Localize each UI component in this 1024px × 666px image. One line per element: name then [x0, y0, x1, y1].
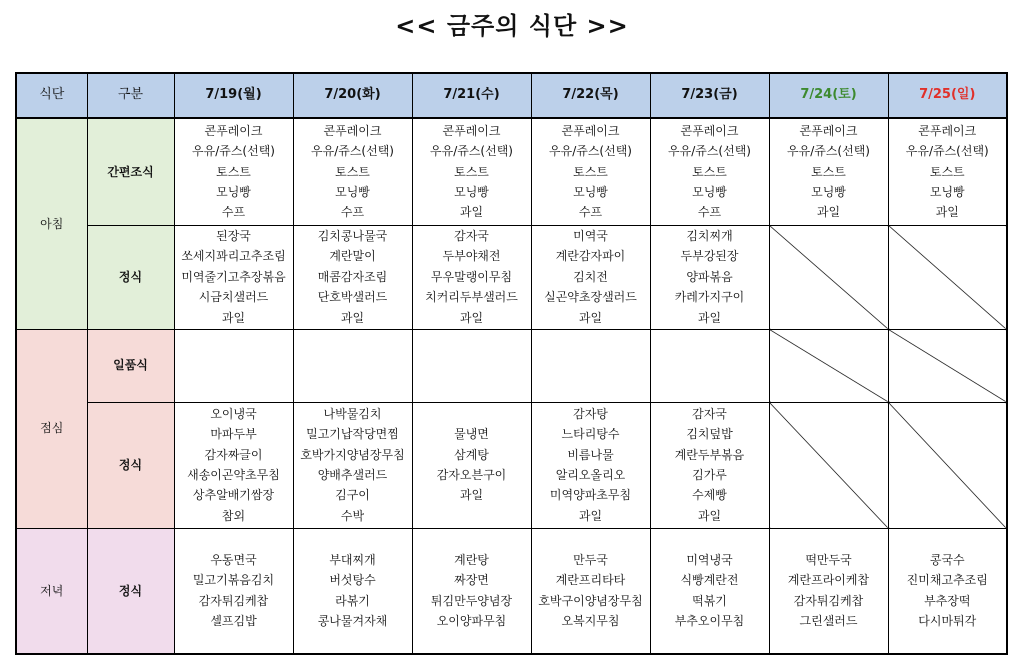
menu-item: 그린샐러드: [799, 614, 858, 629]
category-label: 일품식: [87, 329, 174, 402]
meal-dinner: 저녁: [16, 528, 87, 654]
header-day-tue: 7/20(화): [293, 73, 412, 118]
menu-item: 콘푸레이크: [918, 123, 977, 138]
menu-item: 상추알배기쌈장: [192, 488, 275, 503]
menu-item: 호박구이양념장무침: [538, 593, 643, 608]
menu-item: 수프: [697, 205, 722, 220]
menu-item: 매콤감자조림: [317, 269, 388, 284]
header-day-sat: 7/24(토): [769, 73, 888, 118]
menu-item: 계란말이: [329, 249, 376, 264]
menu-item: 두부강된장: [680, 249, 739, 264]
menu-item: 나박물김치: [323, 406, 382, 421]
menu-cell: [412, 225, 531, 329]
menu-item: 콘푸레이크: [799, 123, 858, 138]
menu-cell: [293, 528, 412, 654]
menu-item: 단호박샐러드: [317, 290, 388, 305]
menu-item: 과일: [340, 310, 365, 325]
menu-cell: [650, 402, 769, 528]
menu-item: 토스트: [811, 164, 846, 179]
meal-lunch: 점심: [16, 329, 87, 528]
menu-item: 우유/쥬스(선택): [311, 144, 394, 159]
menu-item: 알리오올리오: [555, 468, 626, 482]
menu-cell: [650, 118, 769, 225]
menu-cell: [769, 118, 888, 225]
menu-item: 김가루: [692, 468, 727, 482]
menu-item: 진미채고추조림: [906, 573, 988, 588]
menu-item: 미역양파초무침: [549, 488, 632, 503]
menu-item: 시금치샐러드: [198, 290, 269, 305]
menu-item: 과일: [578, 310, 603, 325]
menu-item: 콩나물겨자채: [317, 614, 388, 629]
category-label: 정식: [87, 402, 174, 528]
menu-item: 과일: [816, 205, 841, 220]
menu-item: 버섯탕수: [329, 573, 376, 588]
menu-item: 부대찌개: [329, 552, 376, 567]
menu-item: 비름나물: [567, 447, 614, 462]
menu-item: 수박: [340, 508, 365, 523]
menu-item: 김치콩나물국: [317, 228, 388, 243]
menu-item: 우유/쥬스(선택): [787, 144, 870, 159]
menu-item: 모닝빵: [929, 184, 965, 199]
breakfast-simple-row: [16, 118, 1007, 225]
menu-item: 두부야채전: [442, 249, 501, 264]
menu-item: 김치전: [573, 269, 608, 284]
menu-item: 콘푸레이크: [204, 123, 263, 138]
menu-item: 감자튀김케찹: [198, 593, 269, 608]
menu-item: 참외: [221, 508, 246, 523]
menu-item: 과일: [459, 310, 484, 325]
menu-item: 셀프김밥: [210, 614, 257, 629]
menu-item: 우동면국: [210, 552, 257, 567]
menu-cell: [174, 402, 293, 528]
meal-breakfast: 아침: [16, 118, 87, 329]
menu-cell: [412, 329, 531, 402]
menu-cell: [174, 528, 293, 654]
menu-cell: [174, 225, 293, 329]
menu-item: 감자탕: [573, 406, 608, 421]
menu-item: 계란탕: [454, 552, 489, 567]
menu-item: 과일: [459, 488, 484, 503]
menu-cell: [888, 329, 1007, 402]
lunch-full-row: [16, 402, 1007, 528]
menu-item: 무우말랭이무침: [430, 269, 513, 284]
menu-item: 카레가지구이: [674, 290, 745, 305]
menu-item: 콘푸레이크: [442, 123, 501, 138]
menu-item: 콘푸레이크: [323, 123, 382, 138]
menu-cell: [293, 329, 412, 402]
menu-cell: [412, 528, 531, 654]
menu-cell: [531, 329, 650, 402]
menu-item: 우유/쥬스(선택): [668, 144, 751, 159]
menu-item: 라볶기: [335, 593, 370, 608]
menu-cell: [650, 528, 769, 654]
header-category: 구분: [87, 73, 174, 118]
menu-item: 콩국수: [929, 552, 965, 567]
menu-item: 감자국: [454, 228, 489, 243]
menu-item: 토스트: [573, 164, 608, 179]
menu-item: 양파볶음: [686, 269, 733, 284]
menu-cell: [293, 118, 412, 225]
menu-item: 수프: [340, 205, 365, 220]
menu-item: 계란감자파이: [555, 249, 626, 264]
menu-item: 수프: [578, 205, 603, 220]
menu-item: 수프: [221, 205, 246, 220]
menu-item: 쏘세지꽈리고추조림: [181, 249, 286, 264]
header-day-mon: 7/19(월): [174, 73, 293, 118]
menu-item: 물냉면: [454, 427, 489, 442]
menu-cell: [650, 329, 769, 402]
menu-item: 모닝빵: [811, 184, 846, 199]
menu-item: 미역국: [573, 228, 608, 243]
menu-cell: [531, 402, 650, 528]
menu-item: 밀고기볶음김치: [192, 573, 275, 588]
menu-item: 수제빵: [692, 488, 727, 503]
menu-item: 양배추샐러드: [317, 468, 388, 482]
menu-cell: [412, 402, 531, 528]
menu-item: 우유/쥬스(선택): [905, 144, 989, 159]
menu-cell: [888, 402, 1007, 528]
menu-item: 모닝빵: [573, 184, 608, 199]
menu-item: 오복지무침: [561, 614, 620, 629]
menu-cell: [531, 118, 650, 225]
menu-cell: [650, 225, 769, 329]
category-label: 간편조식: [87, 118, 174, 225]
menu-item: 김치덮밥: [686, 427, 733, 442]
menu-item: 계란프리타타: [555, 573, 626, 588]
menu-cell: [412, 118, 531, 225]
menu-item: 김치찌개: [686, 228, 733, 243]
menu-cell: [174, 118, 293, 225]
menu-cell: [769, 225, 888, 329]
menu-item: 토스트: [692, 164, 727, 179]
menu-item: 모닝빵: [454, 184, 489, 199]
menu-item: 오이양파무침: [436, 614, 507, 629]
menu-item: 느타리탕수: [561, 427, 620, 442]
menu-item: 과일: [697, 508, 722, 523]
menu-item: 과일: [935, 205, 959, 220]
menu-item: 부추장떡: [924, 593, 971, 608]
menu-item: 떡만두국: [805, 552, 852, 567]
menu-item: 오이냉국: [210, 406, 257, 421]
menu-item: 모닝빵: [335, 184, 370, 199]
menu-item: 만두국: [573, 552, 608, 567]
menu-item: 밀고기납작당면찜: [306, 427, 399, 442]
category-label: 정식: [87, 225, 174, 329]
menu-item: 감자짜글이: [204, 447, 263, 462]
menu-item: 김구이: [335, 488, 370, 503]
weekly-menu-table: [15, 72, 1008, 655]
menu-item: 된장국: [216, 228, 251, 243]
header-day-fri: 7/23(금): [650, 73, 769, 118]
menu-cell: [888, 225, 1007, 329]
menu-item: 우유/쥬스(선택): [430, 144, 513, 159]
page-title: << 금주의 식단 >>: [395, 12, 629, 40]
menu-item: 콘푸레이크: [680, 123, 739, 138]
dinner-full-row: [16, 528, 1007, 654]
menu-item: 새송이곤약초무침: [187, 468, 280, 482]
menu-item: 미역줄기고추장볶음: [181, 269, 286, 284]
menu-item: 과일: [221, 310, 246, 325]
menu-item: 실곤약초장샐러드: [544, 290, 637, 305]
breakfast-full-row: [16, 225, 1007, 329]
menu-item: 과일: [697, 310, 722, 325]
menu-item: 떡볶기: [692, 593, 727, 608]
menu-item: 미역냉국: [686, 552, 733, 567]
menu-item: 토스트: [216, 164, 251, 179]
menu-item: 감자오븐구이: [436, 468, 507, 482]
menu-item: 콘푸레이크: [561, 123, 620, 138]
menu-item: 튀김만두양념장: [430, 593, 513, 608]
header-meal: 식단: [16, 73, 87, 118]
category-label: 정식: [87, 528, 174, 654]
menu-item: 모닝빵: [216, 184, 251, 199]
header-row: [16, 73, 1007, 118]
lunch-single-row: [16, 329, 1007, 402]
menu-cell: [769, 329, 888, 402]
menu-item: 계란프라이케찹: [787, 573, 870, 588]
menu-cell: [293, 402, 412, 528]
menu-item: 계란두부볶음: [674, 447, 745, 462]
menu-cell: [174, 329, 293, 402]
menu-cell: [769, 402, 888, 528]
header-day-sun: 7/25(일): [888, 73, 1007, 118]
menu-item: 모닝빵: [692, 184, 727, 199]
menu-cell: [888, 528, 1007, 654]
menu-item: 과일: [459, 205, 484, 220]
menu-item: 호박가지양념장무침: [300, 447, 405, 462]
header-day-wed: 7/21(수): [412, 73, 531, 118]
menu-item: 토스트: [454, 164, 489, 179]
menu-item: 과일: [578, 508, 603, 523]
header-day-thu: 7/22(목): [531, 73, 650, 118]
menu-item: 토스트: [929, 164, 965, 179]
menu-cell: [888, 118, 1007, 225]
menu-item: 부추오이무침: [674, 614, 745, 629]
menu-item: 식빵계란전: [680, 573, 739, 588]
menu-cell: [531, 225, 650, 329]
menu-item: 우유/쥬스(선택): [549, 144, 632, 159]
menu-item: 감자튀김케찹: [793, 593, 864, 608]
menu-item: 우유/쥬스(선택): [192, 144, 275, 159]
menu-item: 마파두부: [210, 427, 257, 442]
menu-item: 치커리두부샐러드: [425, 290, 518, 305]
menu-cell: [293, 225, 412, 329]
menu-cell: [531, 528, 650, 654]
menu-item: 토스트: [335, 164, 370, 179]
menu-item: 삼계탕: [454, 447, 489, 462]
menu-cell: [769, 528, 888, 654]
menu-item: 짜장면: [454, 573, 489, 588]
menu-item: 다시마튀각: [918, 614, 977, 629]
menu-item: 감자국: [692, 406, 727, 421]
